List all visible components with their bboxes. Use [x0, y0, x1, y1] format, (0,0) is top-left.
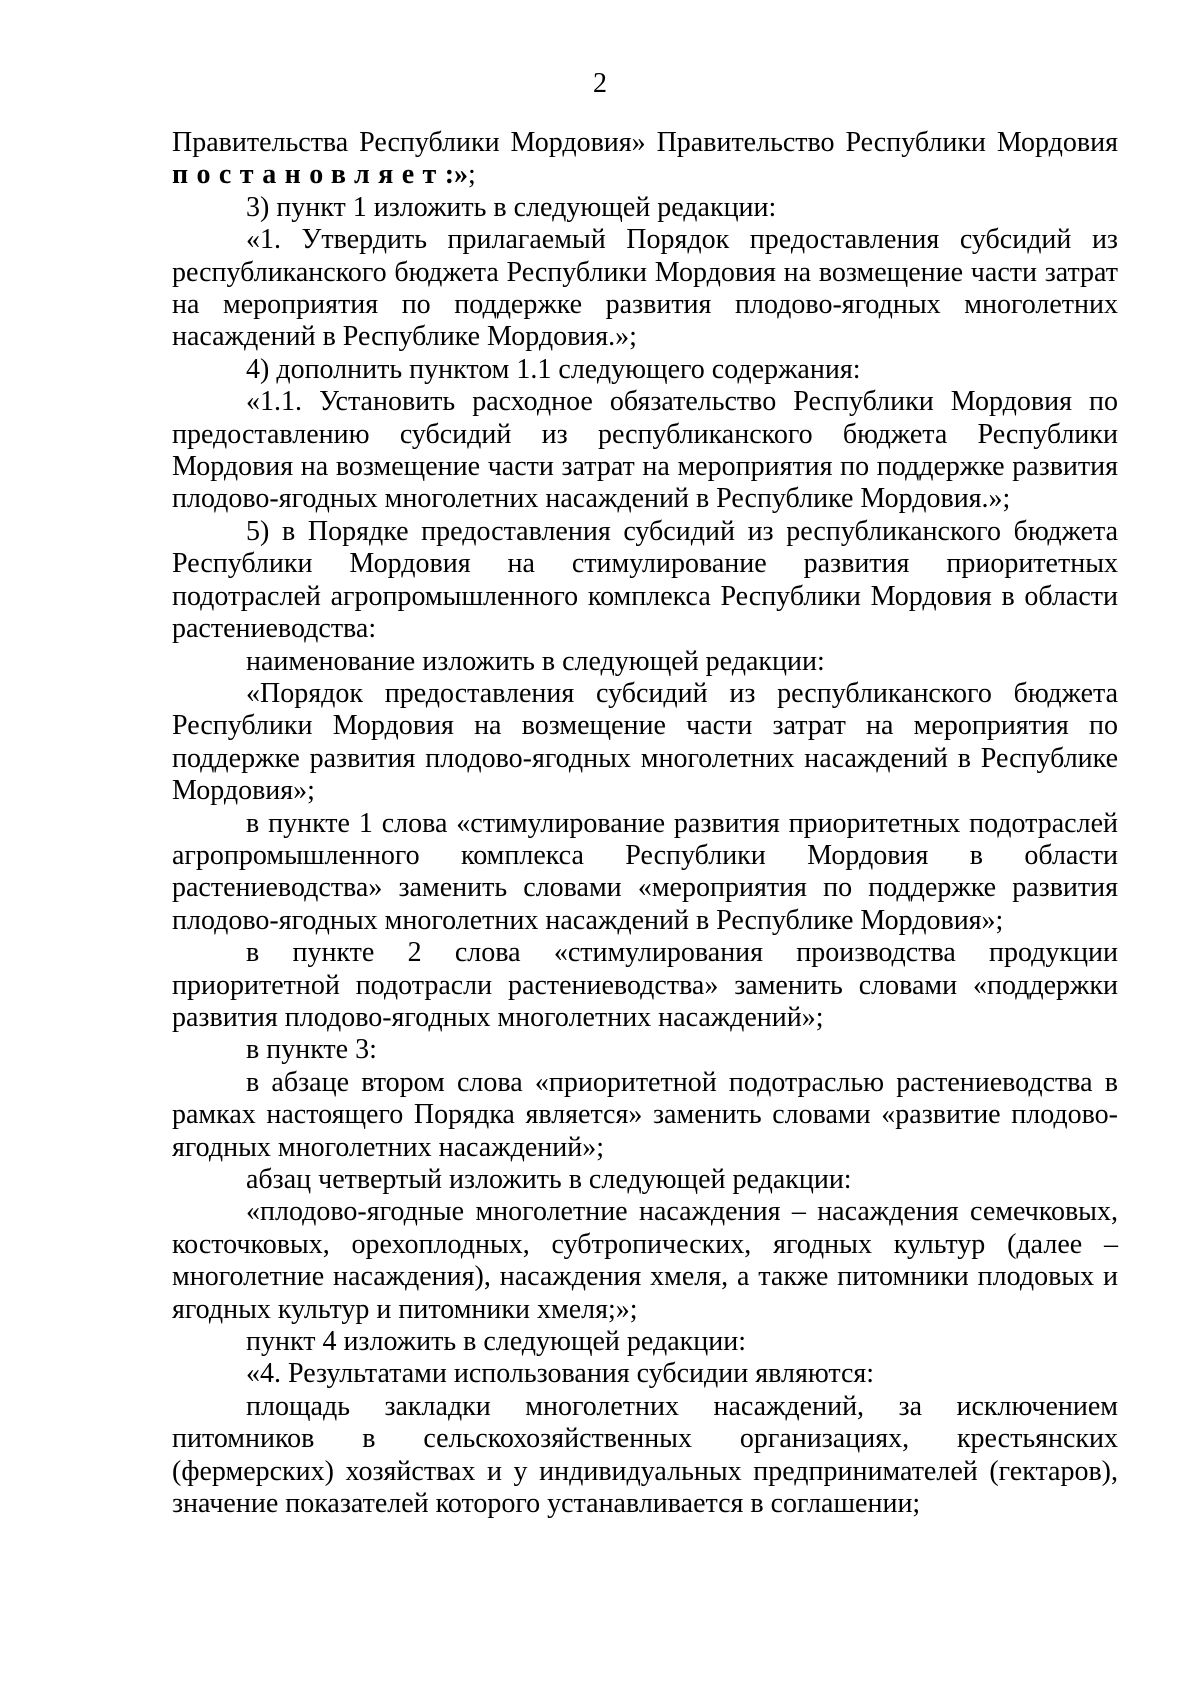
paragraph-1	[172, 127, 1118, 192]
paragraph: «1. Утвердить прилагаемый Порядок предоставления субсидий из республиканского бюджета Республики Мордовия на возмещение части затрат на мероприятия по поддержке развития плодово-ягодных многолетних насаждений в Республике Мордовия.»;	[172, 224, 1118, 353]
paragraph: в пункте 2 слова «стимулирования производства продукции приоритетной подотрасли растениеводства» заменить словами «поддержки развития плодово-ягодных многолетних насаждений»;	[172, 937, 1118, 1033]
paragraph: 5) в Порядке предоставления субсидий из республиканского бюджета Республики Мордовия на стимулирование развития приоритетных подотраслей агропромышленного комплекса Республики Мордовия в области растениеводства:	[172, 515, 1118, 645]
paragraph: наименование изложить в следующей редакции:	[246, 645, 825, 677]
paragraph: в пункте 1 слова «стимулирование развития приоритетных подотраслей агропромышленного комплекса Республики Мордовия в области растениеводства» заменить словами «мероприятия по поддержке развития плодово-ягодных многолетних насаждений в Республике Мордовия»;	[172, 807, 1118, 936]
page-number: 2	[593, 68, 607, 99]
paragraph: 4) дополнить пунктом 1.1 следующего содержания:	[246, 353, 861, 385]
paragraph: в абзаце втором слова «приоритетной подотраслью растениеводства в рамках настоящего Порядка является» заменить словами «развитие плодово-ягодных многолетних насаждений»;	[172, 1066, 1118, 1163]
paragraph-1-end: ;	[468, 159, 476, 191]
paragraph: «Порядок предоставления субсидий из республиканского бюджета Республики Мордовия на возмещение части затрат на мероприятия по поддержке развития плодово-ягодных многолетних насаждений в Республике Мордовия»;	[172, 677, 1118, 807]
paragraph: пункт 4 изложить в следующей редакции:	[246, 1326, 746, 1358]
paragraph-1-text: Правительства Республики Мордовия» Правительство Республики Мордовия	[172, 127, 1118, 158]
paragraph: «4. Результатами использования субсидии являются:	[246, 1358, 875, 1390]
paragraph: абзац четвертый изложить в следующей редакции:	[246, 1164, 852, 1195]
resolution-keyword: постановляет	[172, 159, 445, 191]
paragraph: в пункте 3:	[246, 1034, 377, 1066]
document-body	[172, 127, 1118, 1520]
paragraph: «плодово-ягодные многолетние насаждения – насаждения семечковых, косточковых, орехоплодных, субтропических, ягодных культур (далее – многолетние насаждения), насаждения хмеля, а также питомники плодовых и ягодных культур и питомники хмеля;»;	[172, 1196, 1118, 1325]
paragraph: 3) пункт 1 изложить в следующей редакции:	[246, 191, 777, 223]
resolution-keyword-tail: :»	[444, 159, 469, 191]
paragraph: «1.1. Установить расходное обязательство Республики Мордовия по предоставлению субсидий из республиканского бюджета Республики Мордовия на возмещение части затрат на мероприятия по поддержке развития плодово-ягодных многолетних насаждений в Республике Мордовия.»;	[172, 386, 1118, 515]
paragraph: площадь закладки многолетних насаждений, за исключением питомников в сельскохозяйственных организациях, крестьянских (фермерских) хозяйствах и у индивидуальных предпринимателей (гектаров), значение показателей которого устанавливается в соглашении;	[172, 1390, 1118, 1520]
